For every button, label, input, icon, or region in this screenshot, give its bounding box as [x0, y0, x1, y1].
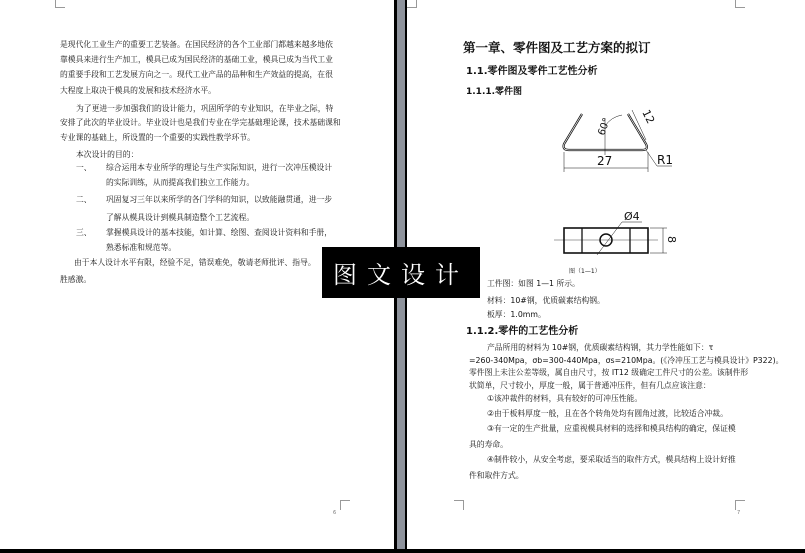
- subsection-title: 1.1.2.零件的工艺性分析: [466, 326, 579, 337]
- watermark: 图文设计: [322, 247, 480, 298]
- margin-corner: [735, 0, 745, 8]
- list-number: 一、: [76, 163, 92, 172]
- list-line: 巩固复习三年以来所学的各门学科的知识，以致能融贯通，进一步: [106, 195, 333, 204]
- margin-corner: [735, 500, 745, 510]
- list-line: 综合运用本专业所学的理论与生产实际知识，进行一次冲压模设计: [106, 163, 333, 172]
- list-line: 的实际训练，从而提高我们独立工作能力。: [106, 178, 255, 187]
- part-drawing: [542, 100, 702, 265]
- list-number: 三、: [76, 228, 92, 237]
- dim-width: 27: [597, 154, 613, 168]
- info-line: 板厚：1.0mm。: [487, 310, 546, 319]
- point-line: 件和取件方式。: [469, 471, 524, 480]
- subsection-title: 1.1.1.零件图: [466, 87, 523, 97]
- body-line: =260-340Mpa，σb=300-440Mpa，σs=210Mpa。(《冷冲压工艺与模具设计》P322)。: [469, 356, 784, 365]
- page-number: 7: [737, 510, 741, 516]
- dim-length: 12: [639, 107, 658, 126]
- dim-angle: 60°: [596, 116, 613, 138]
- dim-hole: Ø4: [624, 210, 640, 223]
- list-number: 二、: [76, 195, 92, 204]
- list-line: 了解从模具设计到模具制造整个工艺流程。: [106, 213, 255, 222]
- chapter-title: 第一章、零件图及工艺方案的拟订: [463, 40, 651, 55]
- body-line: 是现代化工业生产的重要工艺装备。在国民经济的各个工业部门都越来越多地依: [60, 40, 333, 49]
- body-line: 大程度上取决于模具的发展和技术经济水平。: [60, 86, 216, 95]
- info-line: 材料：10#钢，优质碳素结构钢。: [487, 296, 605, 305]
- body-line: 产品所用的材料为 10#钢，优质碳素结构钢，其力学性能如下：τ: [487, 343, 714, 352]
- body-line: 为了更进一步加强我们的设计能力，巩固所学的专业知识，在毕业之际，特: [76, 104, 334, 113]
- list-line: 熟悉标准和规范等。: [106, 243, 177, 252]
- body-line: 零件图上未注公差等级，属自由尺寸，按 IT12 级确定工件尺寸的公差。该制件形: [469, 368, 749, 377]
- point-line: ③有一定的生产批量，应重视模具材料的选择和模具结构的确定，保证模: [487, 424, 736, 433]
- dim-height: 8: [665, 236, 678, 243]
- info-line: 工件图：如图 1—1 所示。: [487, 279, 580, 288]
- window-bottom-edge: [0, 549, 805, 553]
- point-line: ②由于板料厚度一般，且在各个转角处均有圆角过渡，比较适合冲裁。: [487, 409, 728, 418]
- point-line: 具的寿命。: [469, 440, 508, 449]
- point-line: ④制件较小，从安全考虑，要采取适当的取件方式，模具结构上设计好推: [487, 455, 736, 464]
- body-line: 由于本人设计水平有限，经验不足，错误难免，敬请老师批评、指导。: [74, 258, 316, 267]
- point-line: ①该冲裁件的材料，具有较好的可冲压性能。: [487, 394, 643, 403]
- body-line: 的重要手段和工艺发展方向之一。现代工业产品的品种和生产效益的提高，在很: [60, 70, 333, 79]
- figure-caption: 图（1—1）: [569, 268, 601, 275]
- body-line: 靠模具来进行生产加工，模具已成为国民经济的基础工业，模具已成为当代工业: [60, 55, 333, 64]
- margin-corner: [55, 0, 65, 8]
- body-line: 安排了此次的毕业设计。毕业设计也是我们专业在学完基础理论课，技术基础课和: [60, 118, 341, 127]
- body-line: 状简单，尺寸较小，厚度一般，属于普通冲压件，但有几点应该注意：: [469, 381, 711, 390]
- list-line: 掌握模具设计的基本技能，如计算、绘图、查阅设计资料和手册，: [106, 228, 333, 237]
- margin-corner: [454, 500, 464, 510]
- body-line: 本次设计的目的：: [76, 150, 139, 159]
- page-number: 6: [333, 510, 337, 516]
- dim-radius: R1: [657, 153, 673, 167]
- body-line: 胜感激。: [60, 275, 92, 284]
- section-title: 1.1.零件图及零件工艺性分析: [466, 66, 598, 77]
- margin-corner: [340, 500, 350, 510]
- margin-corner: [407, 0, 417, 8]
- body-line: 专业课的基础上，所设置的一个重要的实践性教学环节。: [60, 133, 255, 142]
